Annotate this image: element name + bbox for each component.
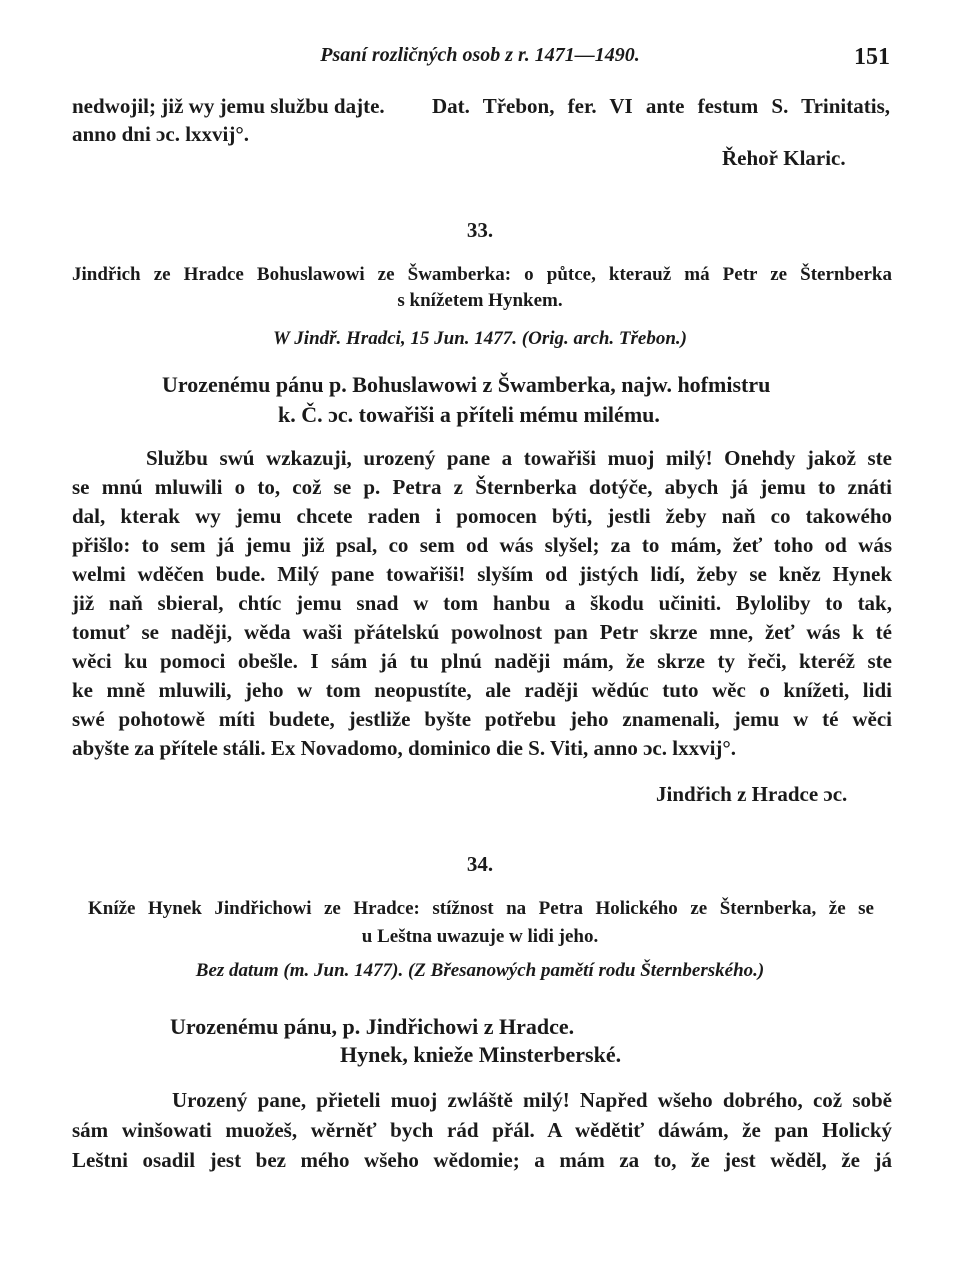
letter-34-body-line-2: sám winšowati muožeš, wěrněť bych rád přál. A wědětiť dáwám, že pan Holický bbox=[72, 1118, 892, 1142]
letter-33-address-line-1: Urozenému pánu p. Bohuslawowi z Šwamberka, najw. hofmistru bbox=[162, 372, 771, 397]
letter-34-summary-line-2: u Leštna uwazuje w lidi jeho. bbox=[361, 926, 599, 947]
letter-33-body-line-7: tomuť se naději, wěda waši přátelskú powolnost pan Petr skrze mne, žeť wás k té bbox=[72, 620, 892, 644]
letter-33-body-line-9: ke mně mluwili, jeho w tom neopustíte, ale raději wědúc tuto wěc o knížeti, lidi bbox=[72, 678, 892, 702]
letter-34-summary-line-1: Kníže Hynek Jindřichowi ze Hradce: stížnost na Petra Holického ze Šternberka, že se bbox=[88, 898, 874, 919]
letter-34-body-line-1: Urozený pane, přieteli muoj zwláště milý! Napřed wšeho dobrého, což sobě bbox=[172, 1088, 892, 1112]
letter-33-body-line-10: swé pohotowě míti budete, jestliže byšte potřebu jeho znamenali, jemu w té wěci bbox=[72, 707, 892, 731]
letter-34-source: Bez datum (m. Jun. 1477). (Z Břesanowých pamětí rodu Šternberského.) bbox=[195, 960, 765, 981]
letter-33-address-line-2: k. Č. ɔc. towařiši a příteli mému milému. bbox=[278, 402, 660, 427]
letter-33-body-line-5: welmi wděčen bude. Milý pane towařiši! slyším od jistých lidí, žeby se kněz Hynek bbox=[72, 562, 892, 586]
carryover-line-1b: Dat. Třebon, fer. VI ante festum S. Trinitatis, bbox=[432, 94, 890, 118]
letter-33-body-line-4: přišlo: to sem já jemu již psal, co sem od wás slyšel; za to mám, žeť toho od wás bbox=[72, 533, 892, 557]
letter-33-body-line-3: dal, kterak wy jemu chcete raden i pomocen býti, jestli žeby naň co takowého bbox=[72, 504, 892, 528]
letter-33-body-last-line: abyšte za přítele stáli. Ex Novadomo, dominico die S. Viti, anno ɔc. lxxvij°. bbox=[72, 736, 737, 760]
letter-33-summary-line-1: Jindřich ze Hradce Bohuslawowi ze Šwamberka: o půtce, kterauž má Petr ze Šternberka bbox=[72, 264, 892, 285]
running-title: Psaní rozličných osob z r. 1471—1490. bbox=[320, 44, 640, 66]
letter-34-address-line-2: Hynek, knieže Minsterberské. bbox=[340, 1042, 622, 1067]
letter-33-summary-line-2: s knížetem Hynkem. bbox=[397, 290, 563, 311]
letter-34-number: 34. bbox=[466, 852, 494, 876]
letter-34-address-line-1: Urozenému pánu, p. Jindřichowi z Hradce. bbox=[170, 1014, 575, 1039]
page-number: 151 bbox=[854, 44, 890, 70]
letter-33-body-line-2: se mnú mluwili o to, což se p. Petra z Šternberka dotýče, abych já jemu to znáti bbox=[72, 475, 892, 499]
letter-33-number: 33. bbox=[466, 218, 494, 242]
carryover-signature: Řehoř Klaric. bbox=[722, 146, 846, 170]
letter-33-signature: Jindřich z Hradce ɔc. bbox=[656, 782, 848, 806]
carryover-line-2: anno dni ɔc. lxxvij°. bbox=[72, 122, 250, 146]
letter-34-body-line-3: Leštni osadil jest bez mého wšeho wědomie; a mám za to, že jest wěděl, že já bbox=[72, 1148, 892, 1172]
letter-33-body-line-1: Službu swú wzkazuji, urozený pane a towařiši muoj milý! Onehdy jakož ste bbox=[146, 446, 892, 470]
letter-33-body-line-6: již naň sbieral, chtíc jemu snad w tom hanbu a škodu učiniti. Byloliby to tak, bbox=[72, 591, 892, 615]
letter-33-source: W Jindř. Hradci, 15 Jun. 1477. (Orig. arch. Třebon.) bbox=[272, 328, 687, 349]
letter-33-body-line-8: wěci ku pomoci obešle. I sám já tu plnú naději mám, že skrze ty řeči, kteréž ste bbox=[72, 649, 892, 673]
carryover-line-1a: nedwojil; již wy jemu službu dajte. bbox=[72, 94, 385, 118]
